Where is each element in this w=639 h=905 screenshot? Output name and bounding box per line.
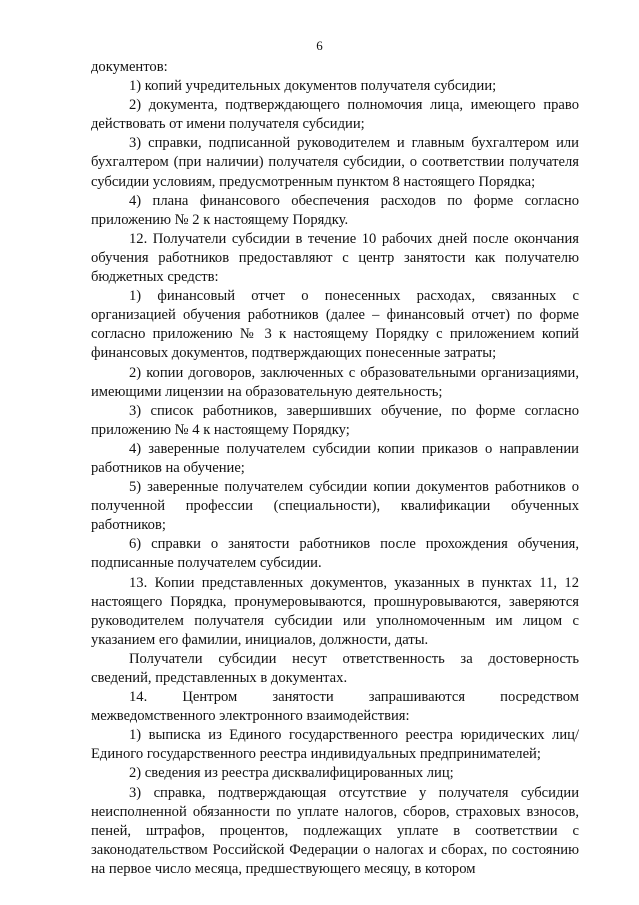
paragraph-item-1-founding-documents: 1) копий учредительных документов получателя субсидии; xyxy=(129,78,497,95)
paragraph-responsibility: Получатели субсидии несут ответственность за достоверность сведений, представленных в документах. xyxy=(91,650,579,686)
paragraph-item-6-employment-certificates: 6) справки о занятости работников после прохождения обучения, подписанные получателем субсидии. xyxy=(91,536,579,572)
paragraph-section-14: 14. Центром занятости запрашиваются посредством межведомственного электронного взаимодействия: xyxy=(91,689,579,725)
paragraph-item-2-contracts: 2) копии договоров, заключенных с образовательными организациями, имеющими лицензии на образовательную деятельность; xyxy=(91,364,579,400)
document-body xyxy=(91,58,579,879)
paragraph-item-3-tax-certificate: 3) справка, подтверждающая отсутствие у получателя субсидии неисполненной обязанности по уплате налогов, сборов, страховых взносов, пеней, штрафов, процентов, подлежащих уплате в соответствии с законодательством Российской Федерации о налогах и сборах, по состоянию на первое число месяца, предшествующего месяцу, в котором xyxy=(91,784,579,877)
paragraph-section-13: 13. Копии представленных документов, указанных в пунктах 11, 12 настоящего Порядка, пронумеровываются, прошнуровываются, заверяются руководителем получателя субсидии или уполномоченным им лицом с указанием его фамилии, инициалов, должности, даты. xyxy=(91,574,579,648)
paragraph-item-4-orders: 4) заверенные получателем субсидии копии приказов о направлении работников на обучение; xyxy=(91,440,579,476)
paragraph-item-4-financial-plan: 4) плана финансового обеспечения расходов по форме согласно приложению № 2 к настоящему Порядку. xyxy=(91,192,579,228)
paragraph-continuation: документов: xyxy=(91,59,168,75)
paragraph-item-2-authority-document: 2) документа, подтверждающего полномочия лица, имеющего право действовать от имени получателя субсидии; xyxy=(91,97,579,133)
paragraph-item-5-qualification-documents: 5) заверенные получателем субсидии копии документов работников о полученной профессии (специальности), квалификации обученных работников; xyxy=(91,479,579,534)
page-number: 6 xyxy=(316,38,323,53)
paragraph-section-12: 12. Получатели субсидии в течение 10 рабочих дней после окончания обучения работников предоставляют с центр занятости как получателю бюджетных средств: xyxy=(91,230,579,286)
paragraph-item-1-financial-report: 1) финансовый отчет о понесенных расходах, связанных с организацией обучения работников (далее – финансовый отчет) по форме согласно приложению № 3 к настоящему Порядку с приложением копий финансовых документов, подтверждающих понесенные затраты; xyxy=(91,288,579,362)
paragraph-item-2-disqualified-registry: 2) сведения из реестра дисквалифицированных лиц; xyxy=(129,765,454,782)
paragraph-item-1-registry-extract: 1) выписка из Единого государственного реестра юридических лиц/Единого государственного реестра индивидуальных предпринимателей; xyxy=(91,727,579,763)
paragraph-item-3-certificate: 3) справки, подписанной руководителем и главным бухгалтером или бухгалтером (при наличии) получателя субсидии, о соответствии получателя субсидии условиям, предусмотренным пунктом 8 настоящего Порядка; xyxy=(91,135,579,190)
paragraph-item-3-employee-list: 3) список работников, завершивших обучение, по форме согласно приложению № 4 к настоящему Порядку; xyxy=(91,402,579,438)
